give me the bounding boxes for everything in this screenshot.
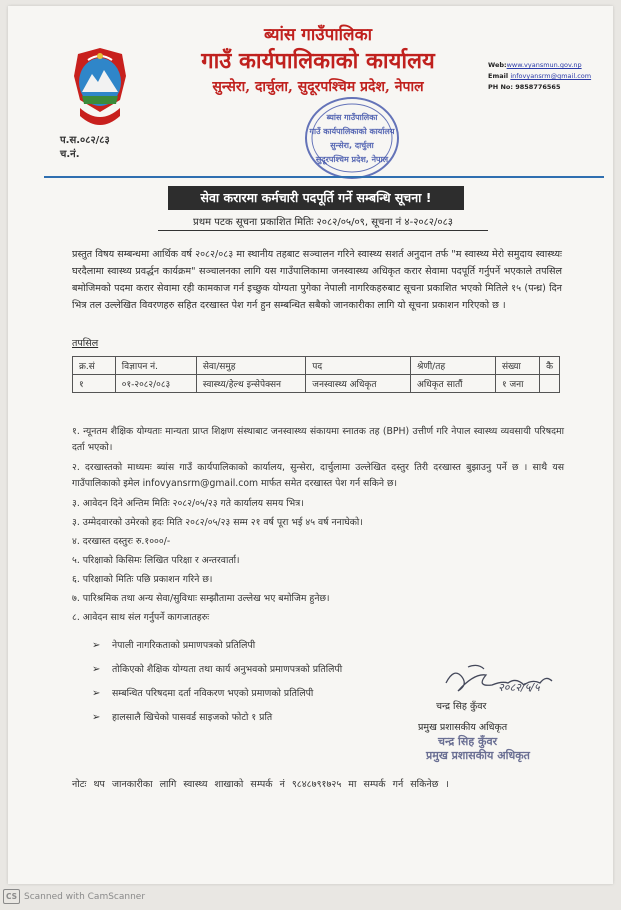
header-divider (44, 176, 604, 178)
signature-icon (428, 661, 568, 701)
table-header-row (73, 357, 560, 375)
col-header: क्र.सं (73, 357, 116, 375)
col-header: संख्या (495, 357, 539, 375)
stamp-signer-title: प्रमुख प्रशासकीय अधिकृत (426, 749, 530, 762)
reference-block (60, 134, 110, 162)
table-cell: १ (73, 375, 116, 393)
table-cell: जनस्वास्थ्य अधिकृत (306, 375, 411, 393)
col-header: पद (306, 357, 411, 375)
requirement-item: २. दरखास्तको माध्यमः ब्यांस गाउँ कार्यपालिकाको कार्यालय, सुन्सेरा, दार्चुलामा उल्लेखित दस्तुर तिरी दरखास्त बुझाउनु पर्ने छ । साथै यस गाउँपालिकाको इमेल infovyansrm@gmail.com मार्फत समेत दरखास्त पेश गर्न सकिने छ। (72, 462, 564, 489)
svg-text:२०८२/५/५: २०८२/५/५ (498, 681, 540, 694)
col-header: सेवा/समुह (196, 357, 305, 375)
requirement-item: ६. परिक्षाको मितिः पछि प्रकाशन गरिने छ। (72, 574, 213, 585)
camscanner-logo-icon: CS (3, 889, 20, 904)
patra-sankhya: प.स.०८२/८३ (60, 135, 110, 146)
email-link[interactable]: infovyansrm@gmail.com (510, 72, 592, 80)
municipality-name: ब्यांस गाउँपालिका (263, 25, 373, 45)
phone-line: PH No: 9858776565 (488, 83, 561, 91)
documents-list (92, 637, 392, 733)
scanner-watermark (3, 889, 145, 905)
office-header (158, 24, 478, 98)
arrow-bullet-icon: ➢ (92, 640, 101, 651)
contact-block (488, 60, 591, 93)
stamp-line-2: गाउँ कार्यपालिकाको कार्यालय (309, 127, 395, 136)
col-header: कै (540, 357, 560, 375)
stamp-line-1: ब्यांस गाउँपालिका (326, 113, 378, 122)
signer-name: चन्द्र सिह कुँवर (436, 701, 487, 712)
table-cell: ०१-२०८२/०८३ (115, 375, 196, 393)
position-table (72, 356, 560, 393)
notice-title: सेवा करारमा कर्मचारी पदपूर्ति गर्ने सम्बन्धि सूचना ! (168, 186, 464, 210)
requirement-item: ४. दरखास्त दस्तुरः रु.१०००/- (72, 536, 171, 547)
chalani-number: च.नं. (60, 149, 80, 160)
requirement-item: ५. परिक्षाको किसिमः लिखित परिक्षा र अन्तरवार्ता। (72, 555, 240, 566)
notice-page (8, 6, 613, 884)
document-item: ➢ नेपाली नागरिकताको प्रमाणपत्रको प्रतिलिपी (92, 637, 392, 661)
web-link[interactable]: www.vyansmun.gov.np (506, 61, 582, 69)
document-item: ➢ तोकिएको शैक्षिक योग्यता तथा कार्य अनुभवको प्रमाणपत्रको प्रतिलिपी (92, 661, 392, 685)
table-label: तपसिल (72, 338, 99, 349)
office-address: सुन्सेरा, दार्चुला, सुदूरपश्चिम प्रदेश, नेपाल (212, 79, 424, 95)
notice-subtitle: प्रथम पटक सूचना प्रकाशित मितिः २०८२/०५/०९, सूचना नं ४-२०८२/०८३ (158, 216, 488, 231)
email-line: Email infovyansrm@gmail.com (488, 72, 592, 80)
requirement-item: ३. आवेदन दिने अन्तिम मितिः २०८२/०५/२३ गते कार्यालय समय भित्र। (72, 498, 304, 509)
contact-note: नोटः थप जानकारीका लागि स्वास्थ्य शाखाको सम्पर्क नं ९८४८७९१७२५ मा सम्पर्क गर्न सकिनेछ । (72, 779, 449, 790)
nepal-emblem-logo (70, 46, 130, 132)
arrow-bullet-icon: ➢ (92, 712, 101, 723)
stamp-line-3: सुन्सेरा, दार्चुला (330, 141, 374, 150)
table-cell: १ जना (495, 375, 539, 393)
requirements-list (72, 424, 564, 629)
arrow-bullet-icon: ➢ (92, 664, 101, 675)
col-header: विज्ञापन नं. (115, 357, 196, 375)
arrow-bullet-icon: ➢ (92, 688, 101, 699)
notice-body: प्रस्तुत विषय सम्बन्धमा आर्थिक वर्ष २०८२/०८३ मा स्थानीय तहबाट सञ्चालन गरिने स्वास्थ्य सशर्त अनुदान तर्फ "म स्वास्थ्य मेरो समुदाय स्वास्थ्यः घरदैलामा स्वास्थ्य प्रवर्द्धन कार्यक्रम" सञ्चालनका लागि यस गाउँपालिकामा जनस्वास्थ्य अधिकृत करार सेवामा पदपूर्ति गर्नुपर्ने भएकाले तपसिल बमोजिमको पदमा करार सेवामा रही कामकाज गर्न इच्छुक योग्यता पुगेका नेपाली नागरिकहरुबाट सूचना प्रकाशित भएको मितिले १५ (पन्ध्र) दिन भित्र तल उल्लेखित विवरणहरु सहित दरखास्त पेश गर्न हुन सम्बन्धित सबैको जानकारीका लागि यो सूचना प्रकाशन गरिएको छ । (72, 249, 563, 311)
requirement-item: ७. पारिश्रमिक तथा अन्य सेवा/सुविधाः सम्झौतामा उल्लेख भए बमोजिम हुनेछ। (72, 593, 330, 604)
requirement-item: १. न्यूनतम शैक्षिक योग्यताः मान्यता प्राप्त शिक्षण संस्थाबाट जनस्वास्थ्य संकायमा स्नातक तह (BPH) उत्तीर्ण गरि नेपाल स्वास्थ्य व्यवसायी परिषदमा दर्ता भएको। (72, 426, 564, 453)
document-item: ➢ सम्बन्धित परिषदमा दर्ता नविकरण भएको प्रमाणको प्रतिलिपी (92, 685, 392, 709)
table-cell (540, 375, 560, 393)
stamp-line-4: सुदूरपश्चिम प्रदेश, नेपाल (315, 155, 389, 164)
table-cell: अधिकृत सातौं (410, 375, 495, 393)
document-item: ➢ हालसालै खिचेको पासवर्ड साइजको फोटो १ प्रति (92, 709, 392, 733)
requirement-item: ८. आवेदन साथ संल गर्नुपर्ने कागजातहरुः (72, 612, 210, 623)
scanner-text: Scanned with CamScanner (24, 892, 146, 902)
web-line: Web:www.vyansmun.gov.np (488, 61, 582, 69)
office-stamp-icon (296, 88, 408, 188)
table-cell: स्वास्थ्य/हेल्थ इन्सेपेक्सन (196, 375, 305, 393)
stamp-signer-name: चन्द्र सिह कुँवर (438, 735, 498, 748)
requirement-item: ३. उम्मेदवारको उमेरको हदः मिति २०८२/०५/२३ सम्म २१ वर्ष पूरा भई ४५ वर्ष ननाघेको। (72, 517, 363, 528)
office-name: गाउँ कार्यपालिकाको कार्यालय (201, 48, 435, 74)
col-header: श्रेणी/तह (410, 357, 495, 375)
signer-title: प्रमुख प्रशासकीय अधिकृत (418, 722, 508, 733)
table-row (73, 375, 560, 393)
